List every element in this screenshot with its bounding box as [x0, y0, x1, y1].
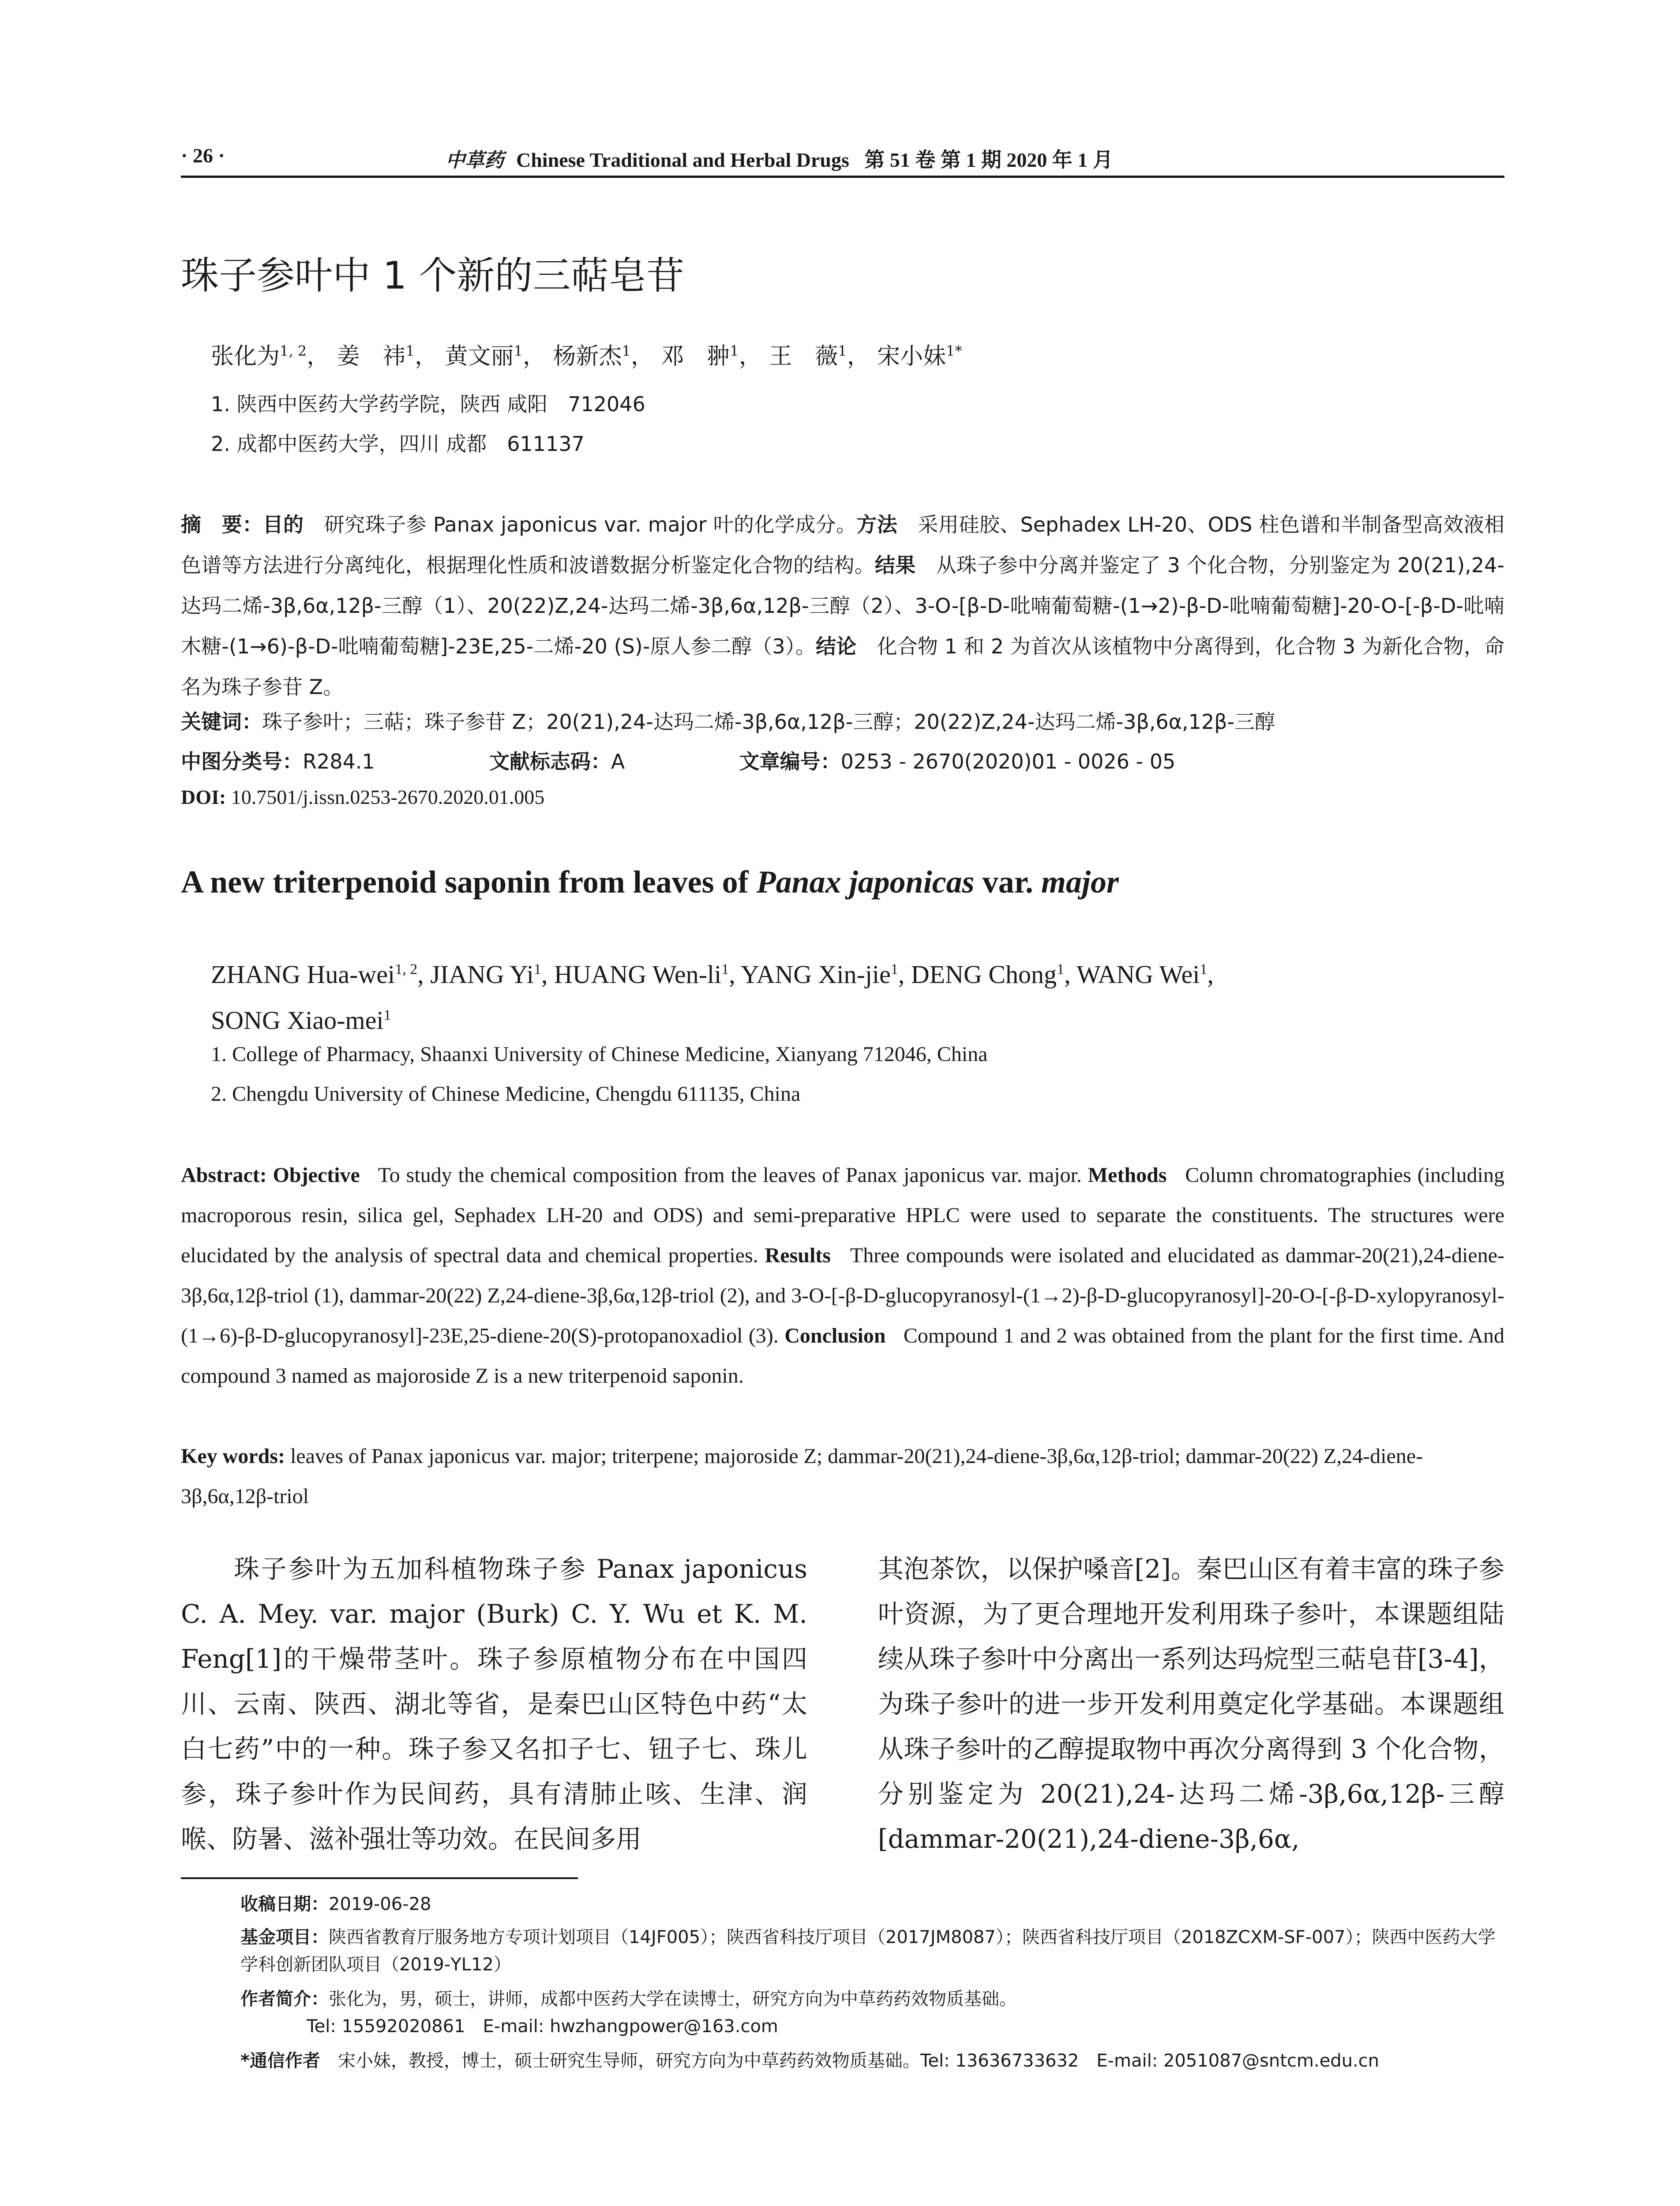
title-cn: 珠子参叶中 1 个新的三萜皂苷 [181, 254, 685, 298]
author-en: DENG Chong$^1$, [911, 960, 1077, 989]
authors-cn [211, 338, 962, 371]
footnote-divider [181, 1877, 578, 1879]
classification-line: 中图分类号：R284.1 文献标志码：A 文章编号：0253 - 2670(2020)01 - 0026 - 05 [181, 750, 1176, 773]
author-cn: 张化为$^{1, 2}$， [211, 342, 330, 370]
footnote-received: 收稿日期：2019-06-28 [240, 1894, 431, 1914]
journal-name-cn: 中草药 [446, 149, 504, 172]
author-en: HUANG Wen-$li^1$, [554, 960, 741, 989]
footnote-fund: 基金项目：陕西省教育厅服务地方专项计划项目（14JF005）；陕西省科技厅项目（2017JM8087）；陕西省科技厅项目（2018ZCXM-SF-007）；陕西中医药大学学科创新团队项目（2019-YL12） [240, 1927, 1496, 1975]
authors-en [211, 949, 1508, 1041]
doi-line: DOI: 10.7501/j.issn.0253-2670.2020.01.005 [181, 786, 545, 808]
affiliation-en-1: 1. College of Pharmacy, Shaanxi University of Chinese Medicine, Xianyang 712046, China [211, 1043, 988, 1066]
author-en: SONG Xiao-mei$^1$ [211, 1005, 391, 1035]
journal-issue: 第 51 卷 第 1 期 2020 年 1 月 [864, 149, 1113, 171]
running-header [181, 140, 1504, 178]
keywords-cn: 关键词：珠子参叶；三萜；珠子参苷 Z；20(21),24-达玛二烯-3β,6α,12β-三醇；20(22)Z,24-达玛二烯-3β,6α,12β-三醇 [181, 710, 1275, 734]
author-en: YANG Xin-jie$^1$, [741, 960, 911, 989]
affiliation-cn-2: 2. 成都中医药大学，四川 成都 611137 [211, 432, 585, 456]
journal-name-en: Chinese Traditional and Herbal Drugs [516, 149, 849, 171]
author-en: JIANG Yi$^1$, [430, 960, 554, 989]
author-cn: 邓 翀$^1$， [661, 342, 762, 370]
footnote-corresponding: *通信作者 宋小妹，教授，博士，硕士研究生导师，研究方向为中草药药效物质基础。Tel: 13636733632 E-mail: 2051087@sntcm.edu.cn [240, 2051, 1380, 2071]
author-cn: 黄文丽$^1$， [445, 342, 546, 370]
footnote-author: 作者简介：张化为，男，硕士，讲师，成都中医药大学在读博士，研究方向为中草药药效物质基础。 Tel: 15592020861 E-mail: hwzhangpower@163.com [240, 1989, 1017, 2037]
author-en: ZHANG Hua-wei$^{1, 2}$, [211, 960, 431, 989]
body-right-column: 其泡茶饮，以保护嗓音[2]。秦巴山区有着丰富的珠子参叶资源，为了更合理地开发利用珠子参叶，本课题组陆续从珠子参叶中分离出一系列达玛烷型三萜皂苷[3-4]，为珠子参叶的进一步开发利用奠定化学基础。本课题组从珠子参叶的乙醇提取物中再次分离得到 3 个化合物，分别鉴定为 20(21),24-达玛二烯-3β,6α,12β-三醇 [dammar-20(21),24-diene-3β,6α, [878, 1554, 1504, 1854]
page-number: · 26 · [181, 144, 225, 167]
author-cn: 姜 祎$^1$， [337, 342, 438, 370]
author-cn: 宋小妹$^{1*}$ [877, 342, 962, 370]
author-cn: 杨新杰$^1$， [553, 342, 654, 370]
affiliation-cn-1: 1. 陕西中医药大学药学院，陕西 咸阳 712046 [211, 392, 645, 416]
author-cn: 王 薇$^1$， [769, 342, 870, 370]
affiliation-en-2: 2. Chengdu University of Chinese Medicine, Chengdu 611135, China [211, 1082, 801, 1106]
body-left-column: 珠子参叶为五加科植物珠子参 Panax japonicus C. A. Mey. var. major (Burk) C. Y. Wu et K. M. Feng[1]的干燥带茎叶。珠子参原植物分布在中国四川、云南、陕西、湖北等省，是秦巴山区特色中药“太白七药”中的一种。珠子参又名扣子七、钮子七、珠儿参，珠子参叶作为民间药，具有清肺止咳、生津、润喉、防暑、滋补强壮等功效。在民间多用 [181, 1554, 807, 1854]
title-en: A new triterpenoid saponin from leaves of Panax japonicas var. major [181, 864, 1119, 900]
abstract-en: Abstract: Objective To study the chemical composition from the leaves of Panax japonicus var. major. Methods Column chromatographies (including macroporous resin, silica gel, Sephadex LH-20 and ODS) and semi-preparative HPLC were used to separate the constituents. The structures were elucidated by the analysis of spectral data and chemical properties. Results Three compounds were isolated and elucidated as dammar-20(21),24-diene-3β,6α,12β-triol (1), dammar-20(22) Z,24-diene-3β,6α,12β-triol (2), and 3-O-[-β-D-glucopyranosyl-(1→2)-β-D-glucopyranosyl]-20-O-[-β-D-xylopyranosyl-(1→6)-β-D-glucopyranosyl]-23E,25-diene-20(S)-protopanoxadiol (3). Conclusion Compound 1 and 2 was obtained from the plant for the first time. And compound 3 named as majoroside Z is a new triterpenoid saponin. [181, 1163, 1505, 1388]
author-en: WANG Wei$^1$, [1076, 960, 1214, 989]
journal-name [446, 144, 1113, 173]
abstract-cn: 摘 要：目的 研究珠子参 Panax japonicus var. major 叶的化学成分。方法 采用硅胶、Sephadex LH-20、ODS 柱色谱和半制备型高效液相色谱等方法进行分离纯化，根据理化性质和波谱数据分析鉴定化合物的结构。结果 从珠子参中分离并鉴定了 3 个化合物，分别鉴定为 20(21),24-达玛二烯-3β,6α,12β-三醇（1）、20(22)Z,24-达玛二烯-3β,6α,12β-三醇（2）、3-O-[β-D-吡喃葡萄糖-(1→2)-β-D-吡喃葡萄糖]-20-O-[-β-D-吡喃木糖-(1→6)-β-D-吡喃葡萄糖]-23E,25-二烯-20 (S)-原人参二醇（3）。结论 化合物 1 和 2 为首次从该植物中分离得到，化合物 3 为新化合物，命名为珠子参苷 Z。 [181, 513, 1505, 699]
keywords-en: Key words: leaves of Panax japonicus var. major; triterpene; majoroside Z; dammar-20(21),24-diene-3β,6α,12β-triol; dammar-20(22) Z,24-diene-3β,6α,12β-triol [181, 1444, 1423, 1508]
